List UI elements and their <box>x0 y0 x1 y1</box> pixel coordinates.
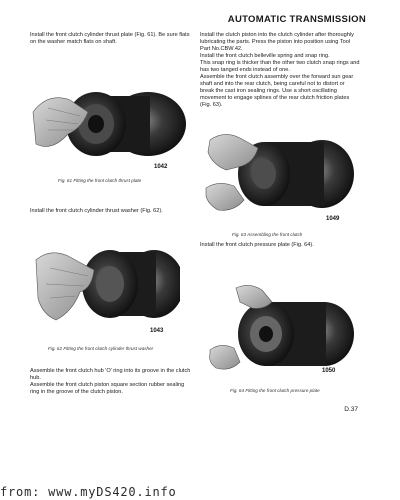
left-paragraph-2: Install the front clutch cylinder thrust washer (Fig. 62). <box>30 208 163 214</box>
right-paragraph-5: Install the front clutch pressure plate (Fig. 64). <box>200 242 314 248</box>
figure-61-caption: Fig. 61 Fitting the front clutch thrust plate <box>58 178 142 183</box>
right-paragraph-1: Install the clutch piston into the clutch cylinder after thoroughly lubricating the parts. Press the piston into position using Tool Part No.CBW.42. <box>200 32 354 52</box>
figure-64-number: 1050 <box>322 368 336 374</box>
right-paragraph-3: This snap ring is thicker than the other two clutch snap rings and has two tanged ends instead of one. <box>200 60 360 73</box>
figure-63-photo <box>204 128 360 226</box>
right-paragraph-4: Assemble the front clutch assembly over the forward sun gear shaft and into the rear clutch, being careful not to distort or break the cast iron sealing rings. Use a short oscillating movement to engage splines of the rear clutch friction plates (Fig. 63). <box>200 74 354 108</box>
left-paragraph-1: Install the front clutch cylinder thrust plate (Fig. 61). Be sure flats on the washer match flats on shaft. <box>30 32 190 45</box>
right-paragraph-2: Install the front clutch belleville spring and snap ring. <box>200 53 330 59</box>
figure-63-caption: Fig. 63 Assembling the front clutch <box>232 232 303 237</box>
page-number: D.37 <box>344 406 358 413</box>
figure-61-number: 1042 <box>154 164 168 170</box>
left-paragraph-3: Assemble the front clutch hub 'O' ring into its groove in the clutch hub. <box>30 368 191 381</box>
source-watermark: from: www.myDS420.info <box>0 485 177 499</box>
figure-62-photo <box>32 240 180 338</box>
left-paragraph-4: Assemble the front clutch piston square section rubber sealing ring in the groove of the clutch piston. <box>30 382 185 395</box>
figure-64-caption: Fig. 64 Fitting the front clutch pressure plate <box>230 388 320 393</box>
figure-61-photo <box>28 72 190 172</box>
section-title: AUTOMATIC TRANSMISSION <box>227 14 366 25</box>
figure-62-number: 1043 <box>150 328 164 334</box>
figure-62-caption: Fig. 62 Fitting the front clutch cylinder thrust washer <box>48 346 154 351</box>
figure-63-number: 1049 <box>326 216 340 222</box>
figure-64-photo <box>206 280 356 380</box>
